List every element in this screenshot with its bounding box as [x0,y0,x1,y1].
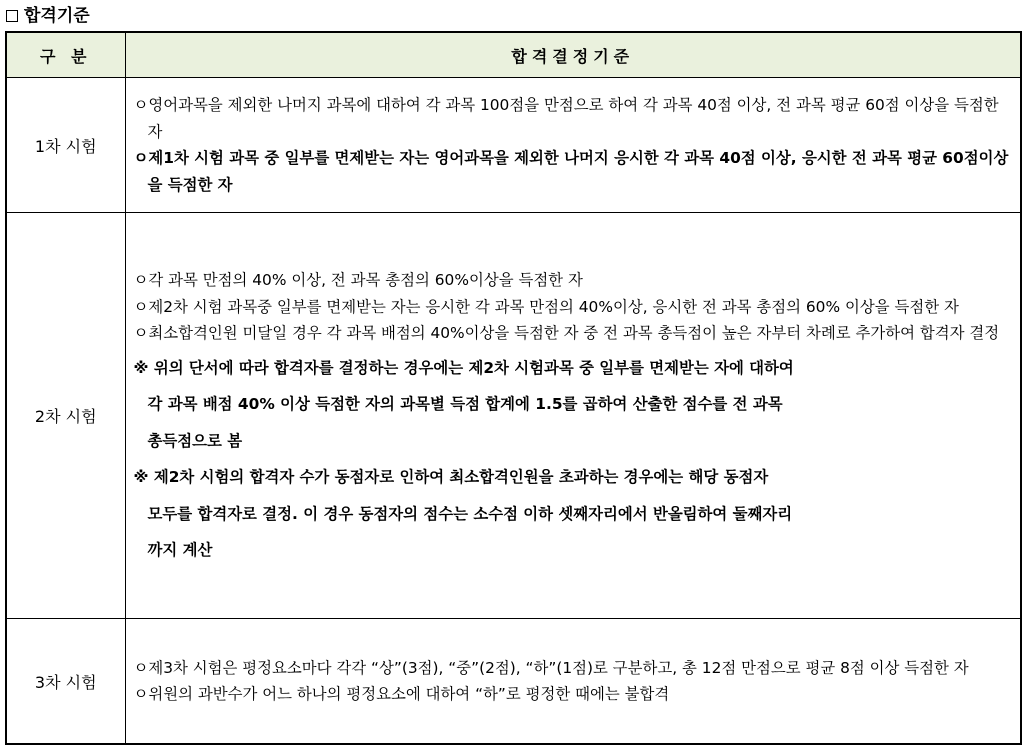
list-item: ㅇ제1차 시험 과목 중 일부를 면제받는 자는 영어과목을 제외한 나머지 응시한 각 과목 40점 이상, 응시한 전 과목 평균 60점이상을 득점한 자 [133,149,1009,194]
row-label-exam-1: 1차 시험 [6,78,125,213]
list-item: ㅇ각 과목 만점의 40% 이상, 전 과목 총점의 60%이상을 득점한 자 [133,271,583,290]
table-row-exam-2 [6,213,1021,619]
row-label-exam-2: 2차 시험 [6,213,125,619]
row-label-exam-3: 3차 시험 [6,619,125,745]
header-category: 구 분 [6,32,125,78]
table-header-row [6,32,1021,78]
note-2-line-2: 모두를 합격자로 결정. 이 경우 동점자의 점수는 소수점 이하 셋째자리에서 반올림하여 둘째자리 [147,504,793,523]
row-content-exam-3 [125,619,1021,745]
table-row-exam-3 [6,619,1021,745]
section-title-text: 합격기준 [24,6,90,26]
criteria-table [5,31,1022,745]
table-row-exam-1 [6,78,1021,213]
note-2-line-1: ※ 제2차 시험의 합격자 수가 동점자로 인하여 최소합격인원을 초과하는 경우에는 해당 동점자 [133,468,769,487]
section-title [6,4,90,28]
note-1-line-1: ※ 위의 단서에 따라 합격자를 결정하는 경우에는 제2차 시험과목 중 일부를 면제받는 자에 대하여 [133,358,794,377]
list-item: ㅇ제2차 시험 과목중 일부를 면제받는 자는 응시한 각 과목 만점의 40%이상, 응시한 전 과목 총점의 60% 이상을 득점한 자 [133,297,959,316]
checkbox-square-icon [6,10,18,22]
list-item: ㅇ최소합격인원 미달일 경우 각 과목 배점의 40%이상을 득점한 자 중 전 과목 총득점이 높은 자부터 차례로 추가하여 합격자 결정 [133,324,1000,343]
list-item: ㅇ영어과목을 제외한 나머지 과목에 대하여 각 과목 100점을 만점으로 하여 각 과목 40점 이상, 전 과목 평균 60점 이상을 득점한자 [133,96,999,141]
list-item: ㅇ제3차 시험은 평정요소마다 각각 “상”(3점), “중”(2점), “하”(1점)로 구분하고, 총 12점 만점으로 평균 8점 이상 득점한 자 [133,658,969,677]
note-2-line-3: 까지 계산 [147,541,213,560]
list-item: ㅇ위원의 과반수가 어느 하나의 평정요소에 대하여 “하”로 평정한 때에는 불합격 [133,685,670,703]
note-1-line-2: 각 과목 배점 40% 이상 득점한 자의 과목별 득점 합계에 1.5를 곱하여 산출한 점수를 전 과목 [147,395,783,414]
row-content-exam-2 [125,213,1021,619]
row-content-exam-1 [125,78,1021,213]
note-1-line-3: 총득점으로 봄 [147,431,243,450]
header-criteria: 합격결정기준 [125,32,1021,78]
